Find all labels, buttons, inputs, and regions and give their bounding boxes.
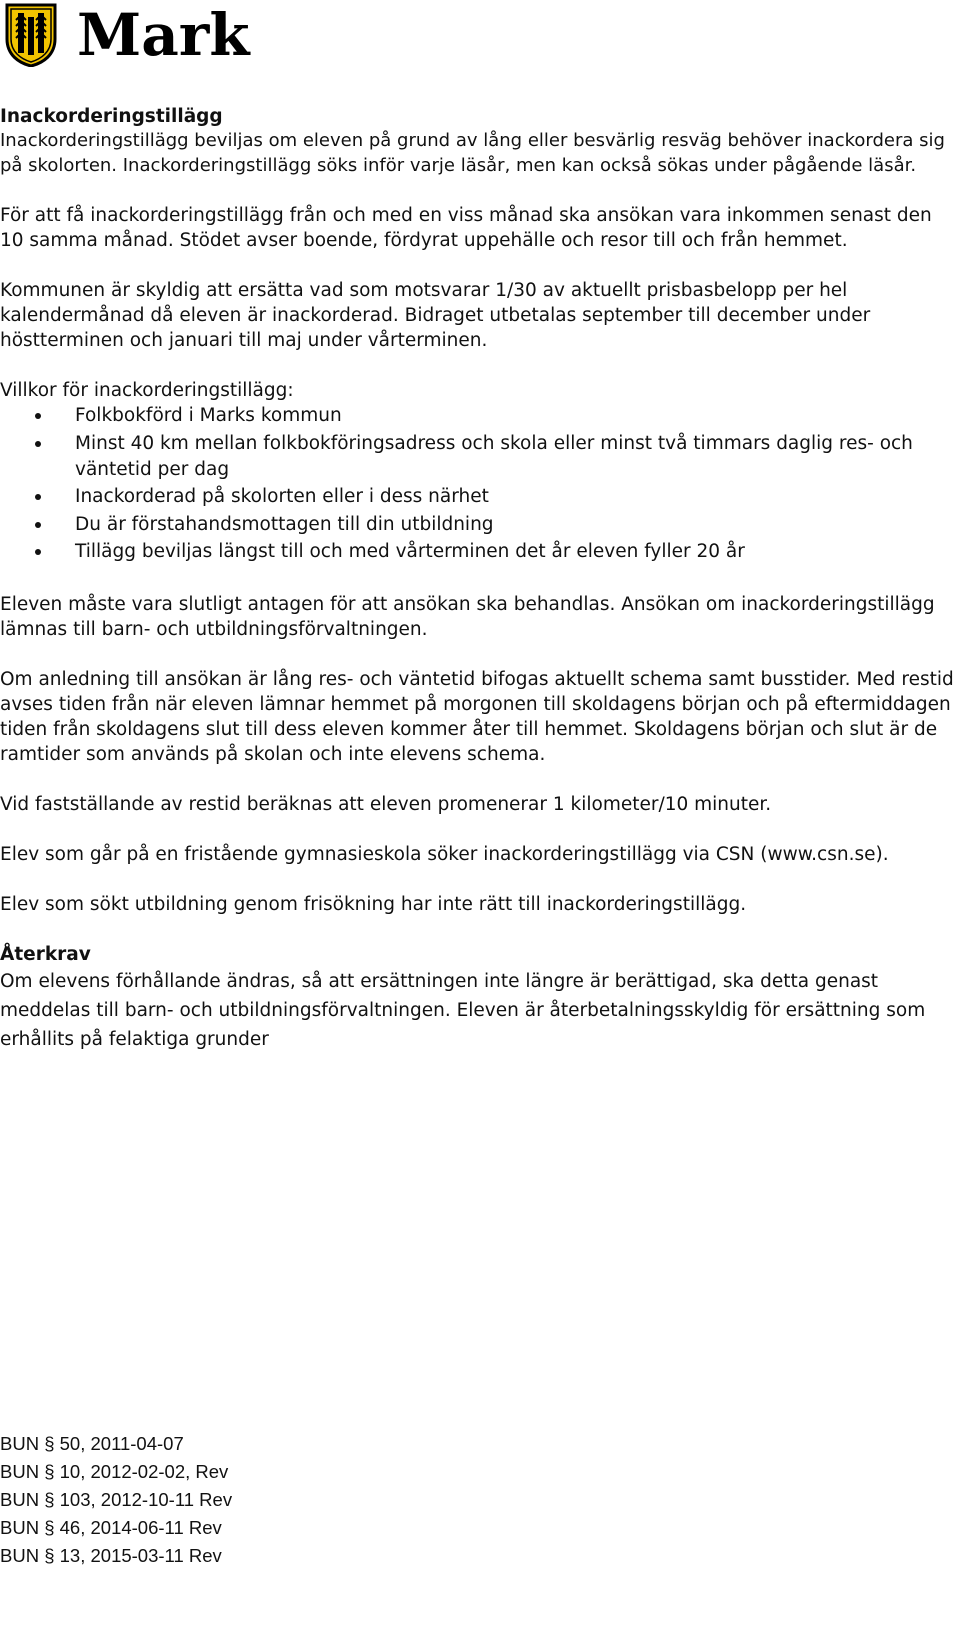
- reference-line: BUN § 13, 2015-03-11 Rev: [0, 1545, 222, 1566]
- document-body: [0, 104, 955, 1054]
- conditions-list: [0, 403, 955, 565]
- marks-kommun-coat-of-arms-icon: [5, 3, 57, 67]
- paragraph-travel-time: Om anledning till ansökan är lång res- och väntetid bifogas aktuellt schema samt busstider. Med restid avses tiden från när eleven lämnar hemmet på morgonen till skoldagens början och på eftermiddagen tiden från skoldagens slut till dess eleven kommer åter till hemmet. Skoldagens början och slut är de ramtider som används på skolan och inte elevens schema.: [0, 668, 954, 765]
- bullet-icon: [35, 441, 41, 447]
- reference-line: BUN § 103, 2012-10-11 Rev: [0, 1489, 233, 1510]
- list-item: Inackorderad på skolorten eller i dess närhet: [0, 484, 955, 510]
- paragraph-csn: Elev som går på en fristående gymnasieskola söker inackorderingstillägg via CSN (www.csn.se).: [0, 843, 889, 865]
- logo-text: Mark: [77, 1, 250, 69]
- list-item: Du är förstahandsmottagen till din utbildning: [0, 512, 955, 538]
- decision-references: [0, 1430, 232, 1570]
- list-item: Minst 40 km mellan folkbokföringsadress och skola eller minst två timmars daglig res- och väntetid per dag: [0, 431, 955, 483]
- reference-line: BUN § 46, 2014-06-11 Rev: [0, 1517, 222, 1538]
- conditions-label: Villkor för inackorderingstillägg:: [0, 380, 294, 401]
- paragraph-frisokning: Elev som sökt utbildning genom frisökning har inte rätt till inackorderingstillägg.: [0, 893, 747, 915]
- paragraph-deadline: För att få inackorderingstillägg från och med en viss månad ska ansökan vara inkommen senast den 10 samma månad. Stödet avser boende, fördyrat uppehälle och resor till och från hemmet.: [0, 205, 932, 251]
- header-logo: [5, 3, 250, 67]
- paragraph-intro: Inackorderingstillägg beviljas om eleven på grund av lång eller besvärlig resväg behöver inackordera sig på skolorten. Inackorderingstillägg söks inför varje läsår, men kan också sökas under pågående läsår.: [0, 130, 945, 176]
- bullet-icon: [35, 522, 41, 528]
- paragraph-admission: Eleven måste vara slutligt antagen för att ansökan ska behandlas. Ansökan om inackorderingstillägg lämnas till barn- och utbildningsförvaltningen.: [0, 593, 935, 640]
- reference-line: BUN § 50, 2011-04-07: [0, 1433, 184, 1454]
- list-item: Tillägg beviljas längst till och med vårterminen det år eleven fyller 20 år: [0, 539, 955, 565]
- section-heading-inackordering: Inackorderingstillägg: [0, 106, 223, 127]
- reference-line: BUN § 10, 2012-02-02, Rev: [0, 1461, 229, 1482]
- bullet-icon: [35, 549, 41, 555]
- bullet-icon: [35, 413, 41, 419]
- list-item: Folkbokförd i Marks kommun: [0, 403, 955, 429]
- section-heading-aterkrav: Återkrav: [0, 943, 91, 965]
- bullet-icon: [35, 494, 41, 500]
- paragraph-walking-speed: Vid fastställande av restid beräknas att eleven promenerar 1 kilometer/10 minuter.: [0, 793, 772, 815]
- paragraph-aterkrav: Om elevens förhållande ändras, så att ersättningen inte längre är berättigad, ska detta genast meddelas till barn- och utbildningsförvaltningen. Eleven är återbetalningsskyldig för ersättning som erhållits på felaktiga grunder: [0, 970, 926, 1050]
- paragraph-compensation: Kommunen är skyldig att ersätta vad som motsvarar 1/30 av aktuellt prisbasbelopp per hel kalendermånad då eleven är inackorderad. Bidraget utbetalas september till december under höstterminen och januari till maj under vårterminen.: [0, 280, 871, 351]
